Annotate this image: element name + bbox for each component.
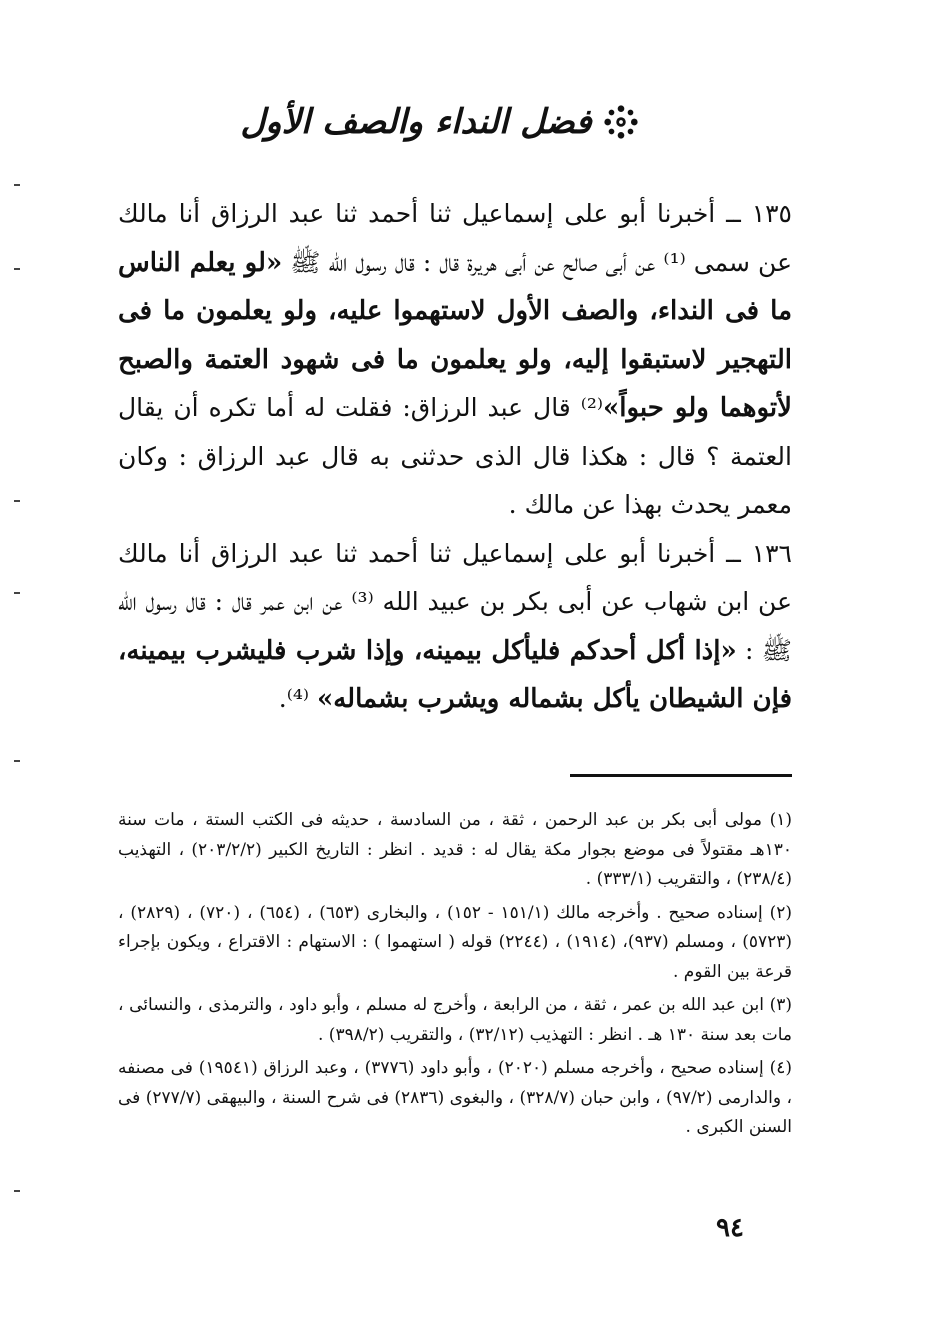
footnote-2: (٢) إسناده صحيح . وأخرجه مالك (١٥١/١ - ١٥٢) ، والبخارى (٦٥٣) ، (٦٥٤) ، (٧٢٠) ، (٢٨٢٩) ، (٥٧٢٣) ، ومسلم (٩٣٧)، (١٩١٤) ، (٢٢٤٤) قوله ( استهموا ) : الاستهام : الاقتراع ، ويكون بإجراء قرعة بين القوم .: [118, 902, 793, 982]
hadith-paragraph-136: [118, 530, 792, 724]
chapter-heading: [200, 92, 680, 152]
scan-mark: [14, 500, 20, 502]
page-title: فضل النداء والصف الأول: [240, 102, 592, 142]
footnote-4: (٤) إسناده صحيح ، وأخرجه مسلم (٢٠٢٠) ، وأبو داود (٣٧٧٦) ، وعبد الرزاق (١٩٥٤١) فى مصنفه ، والدارمى (٩٧/٢) ، وابن حبان (٣٢٨/٧) ، والبغوى (٢٨٣٦) فى شرح السنة ، والبيهقى (٢٧٧/٧) فى السنن الكبرى .: [118, 1058, 793, 1137]
footnotes: [118, 806, 792, 1147]
hadith-matn: «لو يعلم الناس ما فى النداء، والصف الأول لاستهموا عليه، ولو يعلمون ما فى التهجير لاستبقوا إليه، ولو يعلمون ما فى شهود العتمة والصبح لأتوهما ولو حبواً»: [118, 247, 792, 423]
scan-mark: [14, 184, 20, 186]
footnote-ref: ⁽⁴⁾.: [278, 684, 317, 713]
footnote-3: (٣) ابن عبد الله بن عمر ، ثقة ، من الرابعة ، وأخرج له مسلم ، وأبو داود ، والترمذى ، والنسائى ، مات بعد سنة ١٣٠ هـ . انظر : التهذيب (٣٢/١٢) ، والتقريب (٣٩٨/٢) .: [118, 995, 792, 1045]
hadith-paragraph-135: [118, 190, 792, 530]
scan-mark: [14, 268, 20, 270]
hadith-matn: «إذا أكل أحدكم فليأكل بيمينه، وإذا شرب فليشرب بيمينه، فإن الشيطان يأكل بشماله ويشرب بشماله»: [118, 635, 792, 714]
commentary-text: ⁽²⁾ قال عبد الرزاق: فقلت له أما تكره أن يقال العتمة ؟ قال : هكذا قال الذى حدثنى به قال عبد الرزاق : وكان معمر يحدث بهذا عن مالك .: [118, 393, 792, 519]
flower-ornament-icon: [602, 103, 640, 141]
footnote-1: (١) مولى أبى بكر بن عبد الرحمن ، ثقة ، من السادسة ، حديثه فى الكتب الستة ، مات سنة ١٣٠هـ مقتولاً فى موضع بجوار مكة يقال له : قديد . انظر : التاريخ الكبير (٢٠٣/٢/٢) ، التهذيب (٢٣٨/٤) ، والتقريب (٣٣٣/١) .: [118, 810, 792, 889]
scan-mark: [14, 760, 20, 762]
scan-mark: [14, 1190, 20, 1192]
main-text: [118, 190, 792, 724]
isnad-text: ١٣٦ ــ أخبرنا أبو على إسماعيل ثنا أحمد ثنا عبد الرزاق أنا مالك عن ابن شهاب عن أبى بكر بن عبيد الله ⁽³⁾ عن ابن عمر قال : قال رسول الله ﷺ :: [118, 538, 792, 665]
page-number: ٩٤: [716, 1213, 744, 1243]
footnote-separator: [570, 774, 792, 777]
scan-mark: [14, 592, 20, 594]
isnad-text: ١٣٥ ــ أخبرنا أبو على إسماعيل ثنا أحمد ثنا عبد الرزاق أنا مالك عن سمى ⁽¹⁾ عن أبى صالح عن أبى هريرة قال : قال رسول الله ﷺ: [118, 199, 792, 277]
